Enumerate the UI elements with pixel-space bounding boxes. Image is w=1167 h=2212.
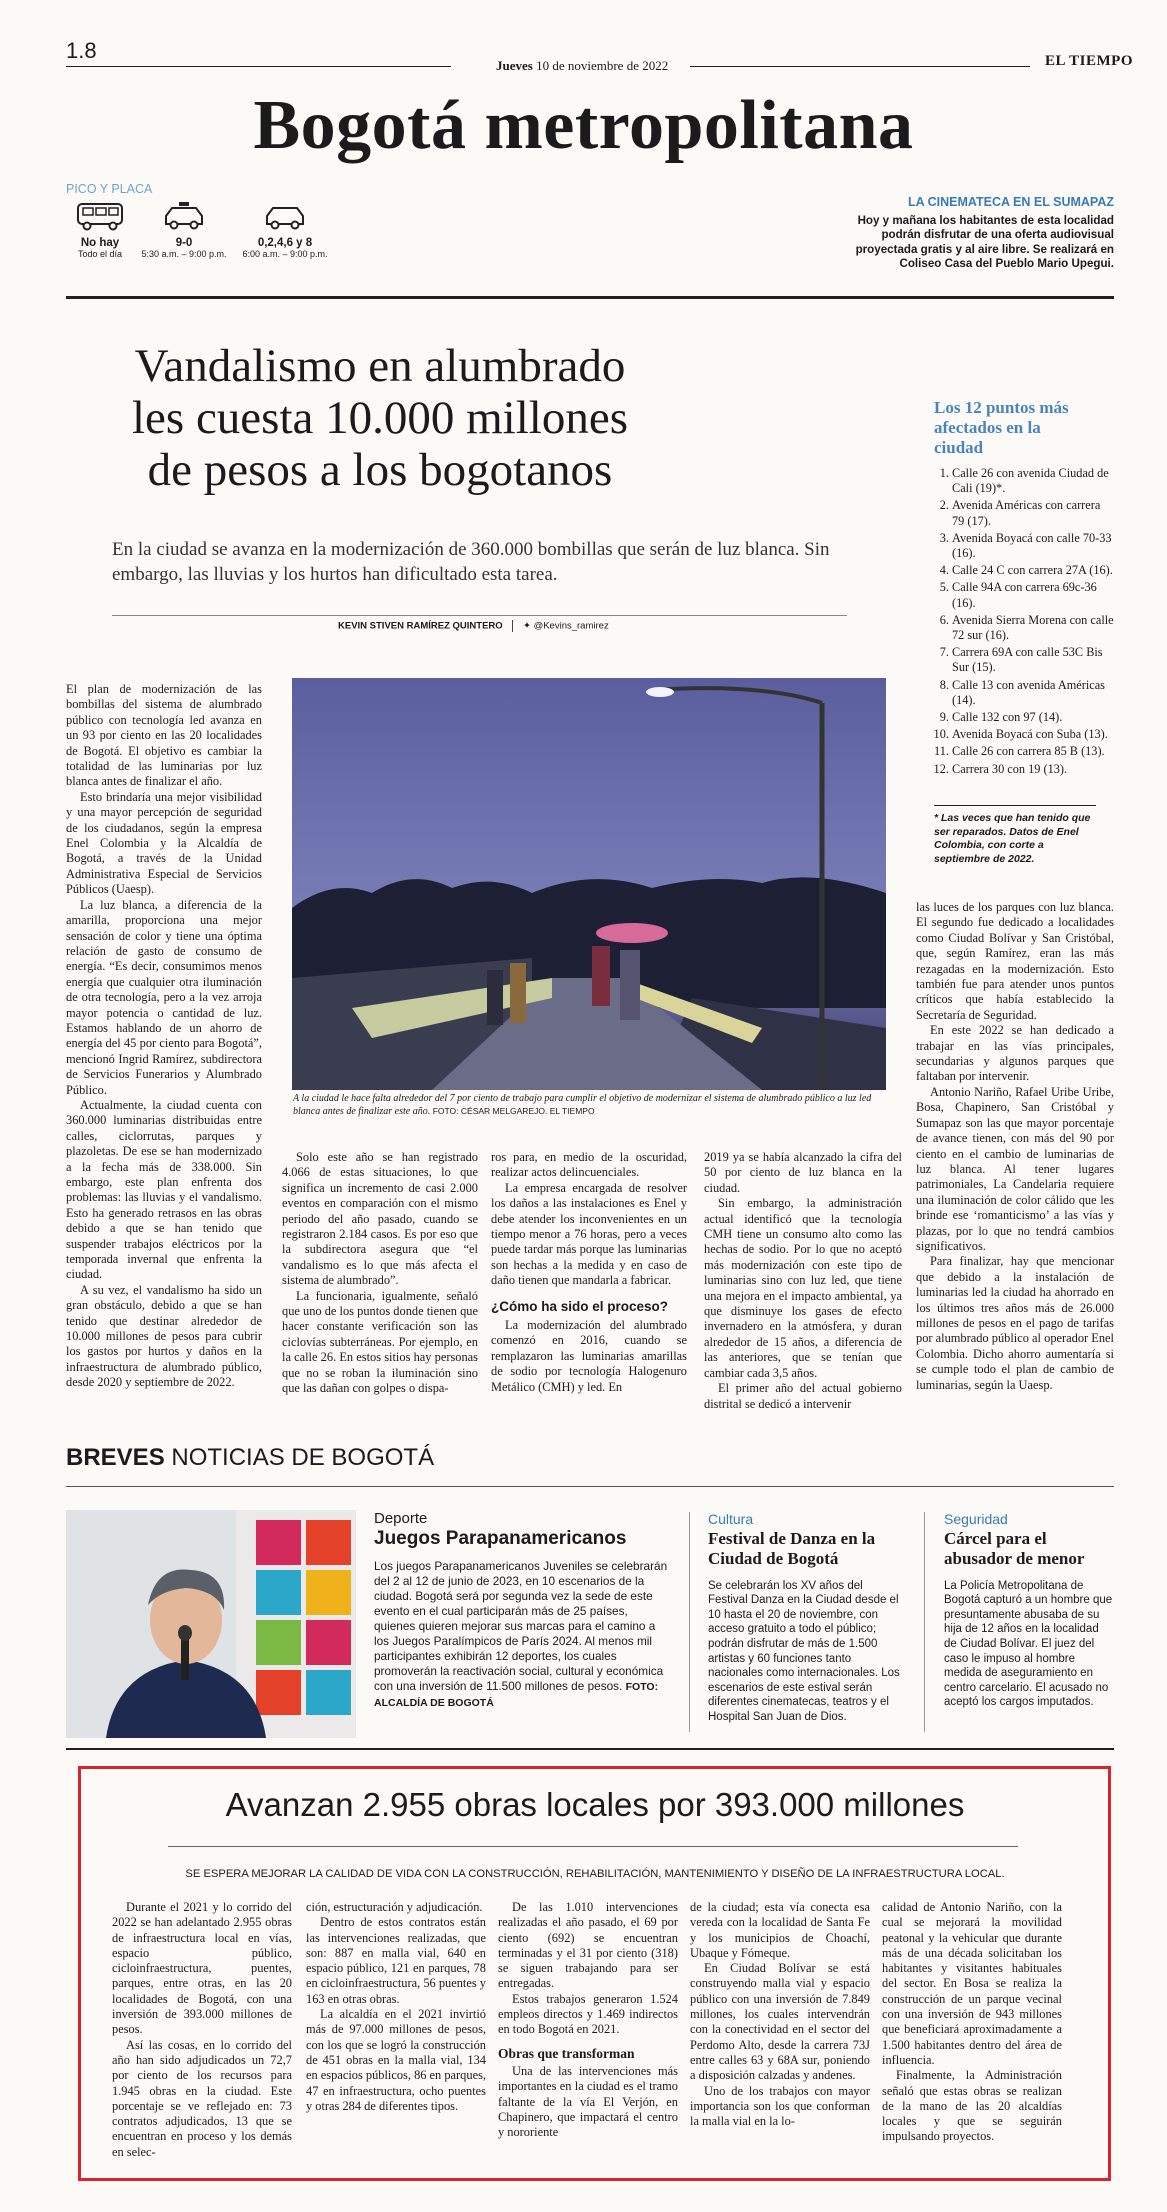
article-paragraph: La modernización del alumbrado comenzó en 2016, cuando se remplazaron las luminarias amarillas de sodio por tecnología Halogenuro Metálico (CMH) y led. En: [491, 1318, 687, 1394]
bottom-paragraph: De las 1.010 intervenciones realizadas el año pasado, el 69 por ciento (692) se encuentran terminadas y el 31 por ciento (318) se siguen trabajando para ser entregadas.: [498, 1900, 678, 1991]
pico-taxi-sub: 5:30 a.m. – 9:00 p.m.: [141, 249, 227, 259]
bottom-subhead: SE ESPERA MEJORAR LA CALIDAD DE VIDA CON LA CONSTRUCCIÓN, REHABILITACIÓN, MANTENIMIENTO Y DISEÑO DE LA INFRAESTRUCTURA LOCAL.: [185, 1868, 1005, 1880]
headline-line-2: les cuesta 10.000 millones: [131, 392, 629, 444]
bottom-paragraph: Uno de los trabajos con mayor importancia son los que conforman la malla vial en la lo-: [690, 2083, 870, 2129]
breves-title: [66, 1444, 434, 1472]
pico-car-main: 0,2,4,6 y 8: [257, 237, 313, 249]
pico-taxi-main: 9-0: [175, 237, 193, 249]
bottom-rule: [168, 1846, 1018, 1847]
bottom-col-2: [306, 1900, 486, 2114]
point-item: 10. Avenida Boyacá con Suba (13).: [952, 727, 1114, 742]
article-paragraph: Sin embargo, la administración actual identificó que la tecnología CMH tiene un consumo alto como las hechas de sodio. Por lo que no aceptó más modernización con este tipo de luminarias sino con luz led, que tiene una mejora en el impacto ambiental, ya que disminuye los gases de efecto invernadero en la atmósfera, y duran alrededor de 15 años, a diferencia de las anteriores, que se tenían que cambiar cada 3,5 años.: [704, 1196, 902, 1380]
bottom-paragraph: Finalmente, la Administración señaló que estas obras se realizan de la mano de las 20 alcaldías locales y que se seguirán impulsando proyectos.: [882, 2068, 1062, 2144]
point-item: 6. Avenida Sierra Morena con calle 72 sur (16).: [952, 613, 1114, 643]
pico-bus-main: No hay: [80, 237, 120, 249]
headline-line-1: Vandalismo en alumbrado: [134, 340, 626, 392]
header-rule-left: [66, 66, 451, 67]
article-paragraph: 2019 ya se había alcanzado la cifra del 50 por ciento de luz blanca en la ciudad.: [704, 1150, 902, 1195]
points-title: Los 12 puntos más afectados en la ciudad: [934, 398, 1069, 457]
breves-rule: [66, 1486, 1114, 1487]
header-rule-right: [690, 66, 1030, 67]
pico-item-bus: [66, 200, 134, 259]
bottom-col-4: [690, 1900, 870, 2129]
byline-twitter: @Kevins_ramirez: [533, 620, 609, 632]
article-paragraph: El plan de modernización de las bombillas del sistema de alumbrado público con tecnología led avanza en un 93 por ciento en las 20 localidades de Bogotá. El objetivo es cambiar la totalidad de las luminarias por luz blanca antes de finalizar el año.: [66, 682, 262, 789]
bottom-paragraph: Una de las intervenciones más importantes en la ciudad es el tramo faltante de la vía El Verjón, en Chapinero, que impactará el centro y nororiente: [498, 2063, 678, 2140]
breve-headline: Juegos Parapanamericanos: [374, 1527, 627, 1549]
article-paragraph: El primer año del actual gobierno distrital se dedicó a intervenir: [704, 1381, 902, 1411]
article-col-4: [704, 1150, 902, 1412]
article-subhead: ¿Cómo ha sido el proceso?: [491, 1298, 669, 1314]
car-icon: [263, 200, 307, 232]
breve-headline: Cárcel para el abusador de menor: [944, 1528, 1085, 1568]
point-item: 2. Avenida Américas con carrera 79 (17).: [952, 498, 1114, 528]
bottom-paragraph: La alcaldía en el 2021 invirtió más de 97.000 millones de pesos, con los que se logró la construcción de 451 obras en la malla vial, 134 en espacios públicos, 86 en parques, 47 en infraestructura, ocho puentes y otras 284 de diferentes tipos.: [306, 2007, 486, 2113]
bridge-night-photo: [292, 678, 886, 1090]
bottom-paragraph: Así las cosas, en lo corrido del año han sido adjudicados un 72,7 por ciento de los recursos para 1.945 obras en la ciudad. Este porcentaje se ve reflejado en: 73 contratos adjudicados, 13 que se encuentran en proceso y los demás en selec-: [112, 2037, 292, 2159]
breves-bottom-rule: [66, 1748, 1114, 1750]
breve-category: Deporte: [374, 1510, 428, 1527]
header-bottom-rule: [66, 296, 1114, 299]
page-date: [496, 58, 668, 74]
bus-icon: [75, 200, 125, 232]
bottom-paragraph: Dentro de estos contratos están las intervenciones realizadas, que son: 887 en malla vial, 640 en espacio público, 121 en parques, 78 en cicloinfraestructura, 56 puentes y 163 en otras obras.: [306, 1915, 486, 2006]
bottom-headline: Avanzan 2.955 obras locales por 393.000 millones: [225, 1786, 965, 1823]
article-headline: [110, 340, 650, 496]
article-paragraph: Esto brindaría una mejor visibilidad y una mayor percepción de seguridad de los ciudadanos, según la empresa Enel Colombia y la Alcaldía de Bogotá, a través de la Unidad Administrativa Especial de Servicios Públicos (Uaesp).: [66, 789, 262, 897]
point-item: 1. Calle 26 con avenida Ciudad de Cali (19)*.: [952, 466, 1114, 496]
article-paragraph: Actualmente, la ciudad cuenta con 360.000 luminarias distribuidas entre calles, ciclorrutas, parques y plazoletas. De ese se han modernizado a la fecha más de 338.000. Sin embargo, este plan enfrenta dos problemas: las lluvias y el vandalismo. Esto ha generado retrasos en las obras debido a que se han tenido que suspender trabajos eléctricos por la temporada invernal que enfrenta la ciudad.: [66, 1097, 262, 1282]
byline-rule: [112, 615, 847, 616]
mayor-photo: [66, 1510, 356, 1738]
breve-category: Seguridad: [944, 1511, 1008, 1527]
article-paragraph: Para finalizar, hay que mencionar que debido a la instalación de luminarias led la ciudad ha ahorrado en los últimos tres años más de 26.000 millones de pesos en el pago de tarifas por alumbrado público al operador Enel Colombia. Dicho ahorro aumentaría si se cumple todo el plan de cambio de luminarias, según la Uaesp.: [916, 1254, 1114, 1392]
article-paragraph: La luz blanca, a diferencia de la amarilla, proporciona una mejor sensación de color y tiene una óptima relación de gasto de consumo de energía. “Es decir, consumimos menos energía que cualquier otra iluminación de otra tecnología, pero a la vez arroja mayor potencia o cantidad de luz. Estamos hablando de un ahorro de energía del 45 por ciento para Bogotá”, mencionó Ingrid Ramírez, subdirectora de Servicios Funerarios y Alumbrado Público.: [66, 897, 262, 1097]
breves-photo: [66, 1510, 356, 1738]
caption-credit: FOTO: CÉSAR MELGAREJO. EL TIEMPO: [432, 1106, 595, 1116]
byline: [338, 620, 609, 632]
photo-caption: [293, 1093, 893, 1118]
article-col-2: [282, 1150, 478, 1397]
taxi-icon: [162, 200, 206, 232]
pico-item-car: [234, 200, 336, 259]
point-item: 9. Calle 132 con 97 (14).: [952, 710, 1114, 725]
caption-text: A la ciudad le hace falta alrededor del 7 por ciento de trabajo para cumplir el objetivo de modernizar el sistema de alumbrado público a luz led blanca antes de finalizar este año.: [293, 1093, 872, 1117]
breve-text: Los juegos Parapanamericanos Juveniles se celebrarán del 2 al 12 de junio de 2023, en 10 escenarios de la ciudad. Bogotá será por segunda vez la sede de este evento en el cual participarán más de 25 países, quienes quieren mejorar sus marcas para el camino a los Juegos Paralímpicos de París 2024. Al menos mil participantes exhibirán 12 deportes, los cuales promoverán la reactivación social, cultural y económica con una inversión de 11.500 millones de pesos.: [374, 1558, 668, 1693]
bottom-col-3: [498, 1900, 678, 2140]
points-note: * Las veces que han tenido que ser reparados. Datos de Enel Colombia, con corte a septiembre de 2022.: [934, 812, 1091, 865]
breve-credit: FOTO: ALCALDÍA DE BOGOTÁ: [374, 1680, 659, 1709]
point-item: 11. Calle 26 con carrera 85 B (13).: [952, 744, 1114, 759]
date-day: Jueves: [496, 58, 533, 73]
breves-divider-2: [924, 1512, 925, 1732]
twitter-icon: ✦: [522, 620, 531, 632]
article-paragraph: La empresa encargada de resolver los daños a las instalaciones es Enel y debe atender los inconvenientes en un tiempo menor a 76 horas, pero a veces puede tardar más porque las luminarias son hechas a la medida y en caso de daño tienen que mandarla a fabricar.: [491, 1180, 687, 1288]
article-paragraph: En este 2022 se han dedicado a trabajar en las vías principales, secundarias y algunos parques que faltaban por intervenir.: [916, 1023, 1114, 1084]
breve-seguridad: [944, 1512, 1114, 1710]
pico-placa-title: PICO Y PLACA: [66, 182, 153, 196]
article-paragraph: Solo este año se han registrado 4.066 de estas situaciones, lo que significa un incremento de casi 2.000 eventos en comparación con el mismo periodo del año pasado, cuando se registraron 2.184 casos. Es por eso que la subdirectora asegura que “el vandalismo es lo que más afecta el sistema de alumbrado”.: [282, 1150, 478, 1288]
breves-divider-1: [689, 1512, 690, 1732]
breves-rest: NOTICIAS DE BOGOTÁ: [171, 1444, 435, 1471]
article-deck: En la ciudad se avanza en la modernización de 360.000 bombillas que serán de luz blanca. Sin embargo, las lluvias y los hurtos han dificultado esta tarea.: [112, 539, 830, 585]
breve-text: Se celebrarán los XV años del Festival Danza en la Ciudad desde el 10 hasta el 20 de noviembre, con acceso gratuito a todo el público; podrán disfrutar de más de 1.500 artistas y 60 funciones tanto nacionales como internacionales. Los escenarios de este estival serán diferentes cinematecas, teatros y el Hospital San Juan de Dios.: [708, 1579, 900, 1723]
bottom-col-1: [112, 1900, 292, 2160]
article-col-5: [916, 900, 1114, 1393]
pico-car-sub: 6:00 a.m. – 9:00 p.m.: [242, 249, 328, 259]
pico-item-taxi: [136, 200, 232, 259]
bottom-paragraph: Estos trabajos generaron 1.524 empleos directos y 1.469 indirectos en todo Bogotá en 2021.: [498, 1991, 678, 2037]
date-rest: 10 de noviembre de 2022: [536, 58, 669, 73]
headline-line-3: de pesos a los bogotanos: [147, 444, 613, 496]
article-paragraph: las luces de los parques con luz blanca. El segundo fue dedicado a localidades como Ciudad Bolívar y San Cristóbal, que, según Ramírez, eran las más rezagadas en la modernización. Esto también fue para atender unos puntos críticos que había establecido la Secretaría de Seguridad.: [916, 900, 1114, 1022]
cinemateca-title: LA CINEMATECA EN EL SUMAPAZ: [907, 195, 1114, 209]
pico-placa: [66, 200, 336, 270]
article-paragraph: Antonio Nariño, Rafael Uribe Uribe, Bosa, Chapinero, San Cristóbal y Sumapaz son las que mayor porcentaje de avance tienen, con más del 90 por ciento en el cambio de luminarias de luz blanca. Al tener lugares patrimoniales, La Candelaria requiere una iluminación de color cálido que les brinde ese ‘romanticismo’ a las vías y plazas, por lo que no tendrá cambios significativos.: [916, 1084, 1114, 1253]
newspaper-name: EL TIEMPO: [1045, 53, 1133, 69]
breve-cultura: [708, 1512, 900, 1725]
article-photo: [292, 678, 886, 1090]
point-item: 8. Calle 13 con avenida Américas (14).: [952, 678, 1114, 708]
breve-category: Cultura: [708, 1511, 754, 1527]
bottom-paragraph: de la ciudad; esta vía conecta esa vereda con la localidad de Santa Fe y los municipios de Choachí, Ubaque y Fómeque.: [690, 1900, 870, 1960]
breve-headline: Festival de Danza en la Ciudad de Bogotá: [708, 1528, 876, 1568]
points-rule: [934, 805, 1096, 806]
point-item: 5. Calle 94A con carrera 69c-36 (16).: [952, 580, 1114, 610]
bottom-paragraph: Durante el 2021 y lo corrido del 2022 se han adelantado 2.955 obras de infraestructura local en vías, espacio público, cicloinfraestructura, puentes, parques, entre otras, en las 20 localidades de Bogotá, con una inversión de 393.000 millones de pesos.: [112, 1900, 292, 2037]
point-item: 3. Avenida Boyacá con calle 70-33 (16).: [952, 531, 1114, 561]
breves-bold: BREVES: [66, 1444, 165, 1471]
section-title: Bogotá metropolitana: [253, 87, 914, 164]
bottom-paragraph: calidad de Antonio Nariño, con la cual se mejorará la movilidad peatonal y la vehicular que durante más de una década solicitaban los habitantes y visitantes habituales del sector. En Bosa se realiza la construcción de un parque vecinal con una inversión de 943 millones que beneficiará aproximadamente a 1.500 habitantes dentro del área de influencia.: [882, 1900, 1062, 2067]
cinemateca-text: Hoy y mañana los habitantes de esta localidad podrán disfrutar de una oferta audiovisual proyectada gratis y al aire libre. Se realizará en Coliseo Casa del Pueblo Mario Upegui.: [855, 214, 1114, 270]
bottom-paragraph: En Ciudad Bolívar se está construyendo malla vial y espacio público con una inversión de 7.849 millones, los cuales intervendrán con la conectividad en el sector del Perdomo Alto, desde la carrera 73J entre calles 63 y 68A sur, poniendo a disposición calzadas y andenes.: [690, 1961, 870, 2083]
byline-author: KEVIN STIVEN RAMÍREZ QUINTERO: [338, 620, 503, 632]
article-col-1: [66, 682, 262, 1391]
pico-bus-sub: Todo el día: [77, 249, 123, 259]
bottom-subhead-inline: Obras que transforman: [498, 2045, 635, 2061]
breve-deporte: [374, 1512, 670, 1711]
article-paragraph: ros para, en medio de la oscuridad, realizar actos delincuenciales.: [491, 1150, 687, 1180]
article-paragraph: A su vez, el vandalismo ha sido un gran obstáculo, debido a que se han tenido que destinar alrededor de 10.000 millones de pesos para cubrir los gastos por hurtos y daños en la infraestructura de alumbrado público, desde 2020 y septiembre de 2022.: [66, 1282, 262, 1390]
bottom-col-5: [882, 1900, 1062, 2145]
point-item: 4. Calle 24 C con carrera 27A (16).: [952, 563, 1114, 578]
article-paragraph: La funcionaria, igualmente, señaló que uno de los puntos donde tienen que hacer constante verificación son las ciclovías subterráneas. Por ejemplo, en la calle 26. En estos sitios hay personas que no se roban la iluminación sino que las dañan con golpes o dispa-: [282, 1288, 478, 1396]
bottom-paragraph: ción, estructuración y adjudicación.: [306, 1900, 483, 1914]
breve-text: La Policía Metropolitana de Bogotá capturó a un hombre que presuntamente abusaba de su hija de 12 años en la localidad de Ciudad Bolívar. El juez del caso le impuso al hombre medida de aseguramiento en centro carcelario. El acusado no aceptó los cargos imputados.: [944, 1579, 1113, 1709]
page-number: 1.8: [66, 38, 97, 63]
points-list: [934, 466, 1114, 779]
article-col-3: [491, 1150, 687, 1395]
point-item: 12. Carrera 30 con 19 (13).: [952, 762, 1114, 777]
point-item: 7. Carrera 69A con calle 53C Bis Sur (15).: [952, 645, 1114, 675]
